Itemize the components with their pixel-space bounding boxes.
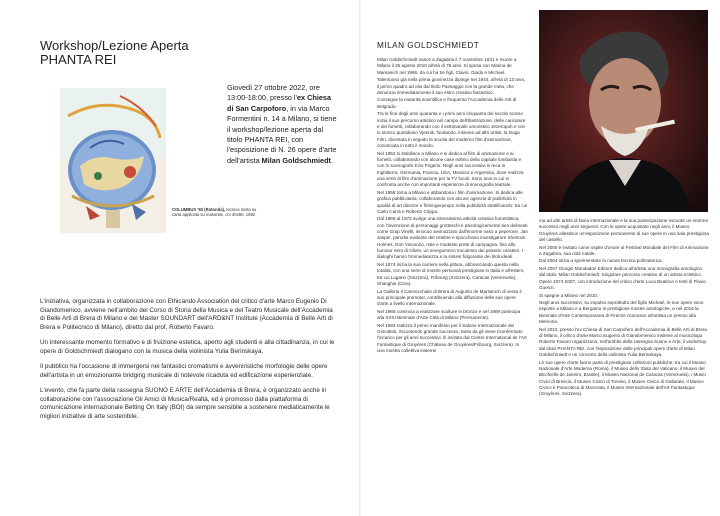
bio-paragraph: Dal 1969 al 1972 svolge una intensissima attività creativa fumettistica, con l'invenzione di personaggi grotteschi e psicologicamente ben delineati come Grap Vinelli, innocuo avvinazzato dall'enorme naso a peperone, Jan Jasper, parodia evidente del celebre e spocchioso investigatore Sherlock Holmes, Don Vincenzo, mite e modesto prete di campagna, fino allo humour nero di Oliver, un energumeno truculento dai pessimi caratteri. I dialoghi hanno l'immediatezza e la sintesi folgorante dei titoli ideali. <box>377 216 528 260</box>
workshop-heading: Workshop/Lezione Aperta <box>40 38 189 53</box>
biography-heading: MILAN GOLDSCHMIEDT <box>377 41 480 50</box>
bio-paragraph: ma ad altri artisti di fama internazionale e la sua partecipazione riscuote un enorme successo negli anni seguenti. Con le opere acquistate negli anni, il Museo Gruyères allestisce un'esposizione permanente di sue opere in una sala prestigiosa del castello. <box>539 218 709 243</box>
artwork-image <box>60 88 166 233</box>
body-paragraph: L'iniziativa, organizzata in collaborazione con Ethicando Association del critico d'arte Marco Eugenio Di Giandomenico, avviene nell'ambito del Corso di Storia della Musica e del Teatro Musicale dell'Accademia di Belle Arti di Brera di Milano e del Master SOUNDART dell'ARD&NT Institute (Accademia di Belle Arti di Brera e Politecnico di Milano), diretto dal prof. Roberto Favaro. <box>40 298 333 331</box>
intro-artist: Milan Goldschmiedt <box>261 155 331 165</box>
bio-paragraph: Nel 1993 realizza il primo manifesto per il Salone Internazionale dei Giocattoli, riscuotendo grande successo, tanto da gli viene riconfermato l'incarico per gli anni successivi. È invitato dal Centre International de l'Art Fantastique di Gruyères (Château de Gruyères/Fribourg, Svizzera). In una mostra collettiva insieme <box>377 322 527 353</box>
biography-column-2 <box>539 218 709 506</box>
bio-paragraph: La Galleria Il Cannocchiale di Brera di Augusto de Marsanich di venta il suo principale promotor, contribuendo alla diffusione delle sue opere d'arte a livello internazionale. <box>377 288 522 307</box>
artwork-caption <box>172 207 262 217</box>
event-title: PHANTA REI <box>40 52 117 67</box>
bio-paragraph: Nel 2007 Giorgio Mondadori Editore dedica all'artista una monografia antologica dal titolo: Milan Goldschmiedt. Singolare percorso creativo di un artista eclettico. Opere 1974-2007, con introduzione del critico d'arte Luca Beatrice e testi di Flavio Guenzi. <box>539 265 706 290</box>
bio-paragraph: Nel 1986 comincia a realizzare sculture in bronzo e nel 1989 partecipa alla XXXI Biennale d'Arte Città di Milano (Permanente). <box>377 308 521 321</box>
artist-portrait <box>539 10 708 212</box>
bio-paragraph: Nel 1974 inizia la sua carriera nella pittura, abbracciando questa nella totalità, con una serie di mostre personali prestigiose in Italia e all'estero, tra cui Lugano (Svizzera), Fribourg (Svizzera), Caracas (Venezuela), Shanghai (Cina). <box>377 261 525 286</box>
bio-paragraph: Tra le fine degli anni quaranta e i primi anni cinquanta dei secolo scorso inizia il suo percorso artistico nel campo dell'illustrazione, delle caricature e dei fumetti, collaborando con il settimanale umoristico Jezeropuh e con lo storico quotidiano Vjesnik, fondando, insieme ad altri artisti, la Duga Film, diventata in seguito la scuola del moderno film d'animazione, conosciuta in tutto il mondo. <box>377 111 526 149</box>
bio-paragraph: Consegue la maturità scientifica e frequenta l'Accademia delle Arti di Belgrado. <box>377 97 517 109</box>
bio-paragraph: Nel 1958 torna a Milano e abbandona i film d'animazione. Si dedica alle grafica pubblicitaria, collaborando con alcune agenzie di pubblicità in qualità di art director e firmingerpeopo nella pubblicità stratificando: tra cui Carlo Carrà e Roberto Crippa. <box>377 189 528 214</box>
bio-paragraph: Talentuoso già nella prima giovinezza dipinge nei 1944, all'età di 13 anni, il primo quadro ad olio dal titolo Paesaggio con la grande mela, che denuncia immediatamente il suo estro creativo fantastico. <box>377 77 526 95</box>
bio-paragraph: Nel 2000 è invitato come ospite d'onore al Festival Mondiale del Film di Animazione a Zagabria, sua città natale. <box>539 244 709 256</box>
intro-date: Giovedì 27 ottobre 2022, ore 13:00-18:00, presso l' <box>227 83 320 103</box>
bio-paragraph: Le sue opere d'arte fanno parte di prestigiose collezioni pubbliche, tra cui il Museo Nazionale d'Arte Moderna (Roma), il Museo dello Stato del Vaticano, il Museo del Bicchiello de Janeiro, Brasile), il Museo Nacional de Caracas (Venezuela), i Musei Civici di Brescia, il Museo Civico di Treviso, il Museo Civico di Gallarate, il Museo Civico e Pinacoteca di Macerata, il Museo Internazionale dell'Art Fantastique (Gruyères, Svizzera). <box>539 359 706 397</box>
body-paragraph: L'evento, che fa parte della rassegna SUONO E ARTE dell'Accademia di Brera, è organizzato anche in collaborazione con l'associazione Gli Amici di Musica/Realtà, ed è promosso dalla piattaforma di comunicazione internazionale Betting On Italy (BOI) da sempre sensibile a sostenere mediaticamente le migliori iniziative di arte sostenibile. <box>40 387 330 420</box>
bio-paragraph: Dal 2004 inizia a sperimentare la nuova tecnica polimaterica. <box>539 258 663 264</box>
caption-text: tecnica mista su carta applicata su masonite, cm 40x60, 1992 <box>172 207 257 218</box>
bio-paragraph: Si spegne a Milano nel 2010. <box>539 292 599 298</box>
biography-column-1 <box>377 57 528 507</box>
bio-paragraph: Nel 1952 si stabilisce a Milano e si dedica al film di animazione e ai fumetti, collaborando con alcune case editrici della capitale lombarda e con lo scenografo Ezio Frigerio. Negli anni successivi si reca in Inghilterra, Germania, Francia, USA, Messico e Argentina, dove realizza una serie di film d'animazione per la TV locali. Sono anni in cui si confronta anche con importanti esperienze di scenografia teatrale. <box>377 150 524 188</box>
caption-title: COLUMBUS '92 (Rotonda), <box>172 207 226 212</box>
body-paragraph: Il pubblico ha l'occasione di immergersi nei fantastici cromatismi e avveniristiche morfologie delle opere dell'artista in un emozionante bridging musicale di notevole ricaduta ed edificazione esperienziale. <box>40 363 328 379</box>
intro-end: . <box>330 155 334 165</box>
event-intro <box>227 83 337 166</box>
body-paragraph: Un interessante momento formativo e di fruizione estetica, aperto agli studenti e alla cittadinanza, in cui le opere di Goldschmiedt dialogano con la musica della violinista Yulia Berinskaya. <box>40 339 335 355</box>
bio-paragraph: Negli anni successivi, su impulso soprattutto del figlio Michael, le sue opere sono esposte a Milano e a Bergamo in prestigiose mostre antologiche, e nel 2016 la Biennale d'Arte Contemporanea di Firenze riconosce all'artista un premio alla Memoria. <box>539 300 704 325</box>
page-fold <box>359 0 361 516</box>
intro-venue: ex Chiesa di San Carpoforo <box>227 93 332 113</box>
event-description <box>40 298 338 428</box>
bio-paragraph: Milan Goldschmiedt nasce a Zagabria il 7 novembre 1931 e muore a Milano il 26 agosto 2010 all'età di 78 anni. Si sposa con Marina de Marsanich nel 1966, da cui ha tre figli, Clavio, Giada e Michael. <box>377 57 517 75</box>
bio-paragraph: Nel 2022, presso l'ex Chiesa di San Carpoforo dell'Accademia di Belle Arti di Brera di Milano, il critico d'arte Marco Eugenio di Giandomenico insieme al musicologo Roberto Favaro organizzano, nell'ambito della rassegna Suono e Arte, il workshop dal titolo PHANTA REI, con l'esposizione delle principali opere d'arte di Milan Goldschmiedt e un concerto della violinista Yulia Berinskaya. <box>539 326 707 357</box>
intro-description: , in via Marco Formentini n. 14 a Milano, si tiene il workshop/lezione aperta dal titolo PHANTA REI, con l'esposizione di N. 26 opere d'arte dell'artista <box>227 103 337 165</box>
